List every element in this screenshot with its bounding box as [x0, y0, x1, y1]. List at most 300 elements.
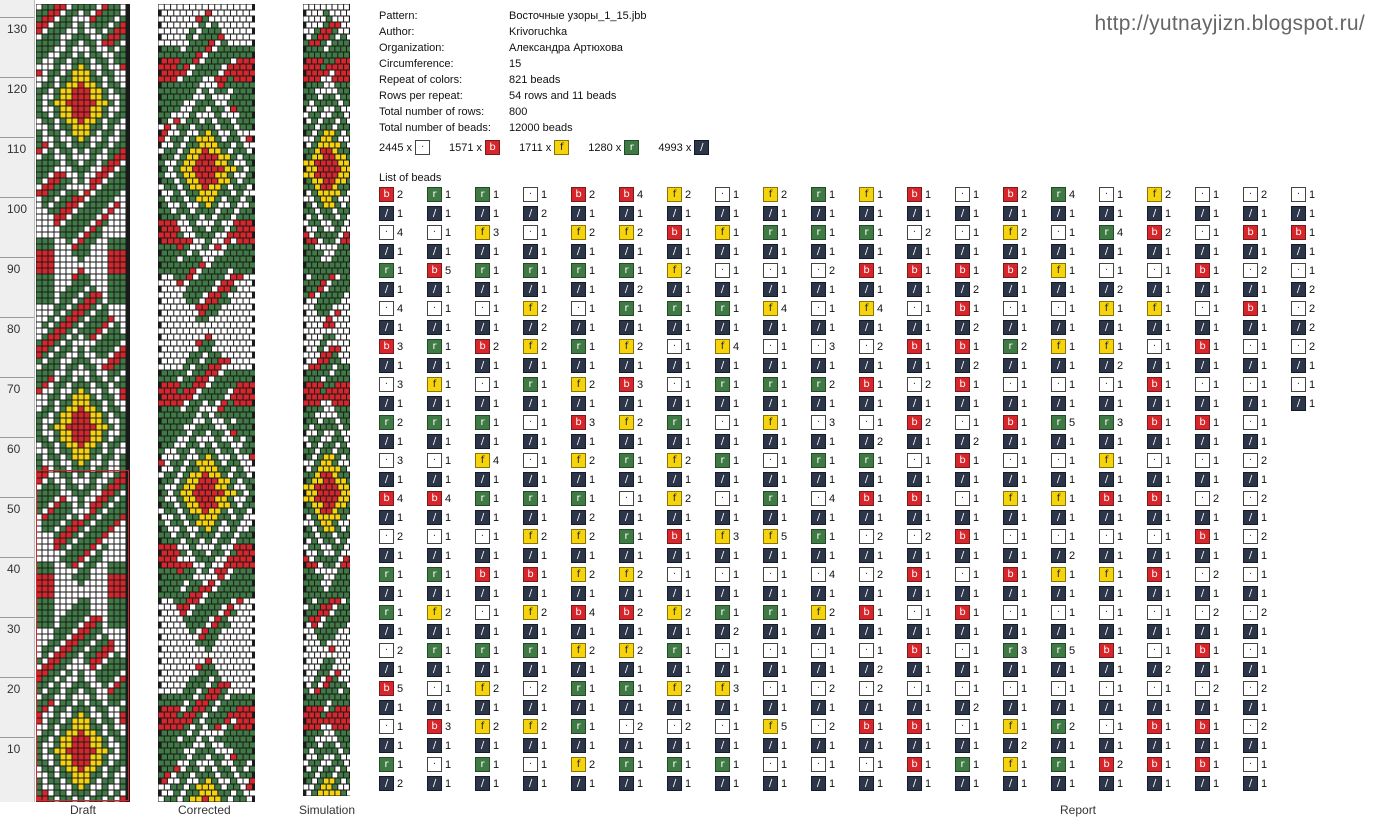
bead-cell — [67, 311, 72, 316]
bead-cell — [97, 455, 102, 460]
bead-cell — [338, 305, 343, 310]
bead-cell — [193, 635, 198, 640]
bead-cell — [306, 71, 311, 76]
bead-cell — [309, 161, 314, 166]
bead-cell — [165, 485, 170, 490]
bead-cell — [215, 437, 220, 442]
bead-cell — [215, 533, 220, 538]
bead-cell — [67, 383, 72, 388]
bead-cell — [165, 521, 170, 526]
bead-cell — [91, 623, 96, 628]
bead-cell — [206, 11, 211, 16]
draft-pattern[interactable] — [36, 4, 130, 802]
bead-cell — [215, 569, 220, 574]
bead-cell — [240, 293, 245, 298]
bead-cell — [177, 701, 182, 706]
bead-cell — [234, 461, 239, 466]
bead-cell — [115, 653, 120, 658]
bead-cell — [341, 191, 346, 196]
bead-cell — [330, 251, 335, 256]
bead-cell — [121, 575, 126, 580]
bead-cell — [121, 215, 126, 220]
bead-cell — [61, 557, 66, 562]
bead-cell — [85, 173, 90, 178]
bead-cell — [73, 659, 78, 664]
bead-cell — [250, 647, 255, 652]
bead-cell — [306, 695, 311, 700]
bead-cell — [222, 29, 227, 34]
bead-cell — [115, 113, 120, 118]
bead-cell — [209, 269, 214, 274]
bead-cell — [49, 191, 54, 196]
bead-cell — [43, 353, 48, 358]
bead-cell — [97, 29, 102, 34]
bead-cell — [67, 95, 72, 100]
bead-cell — [206, 659, 211, 664]
bead-cell — [115, 53, 120, 58]
bead-cell — [222, 629, 227, 634]
bead-cell — [49, 755, 54, 760]
bead-cell — [49, 659, 54, 664]
bead-cell — [196, 641, 201, 646]
bead-cell — [168, 755, 173, 760]
bead-cell — [193, 707, 198, 712]
bead-cell — [121, 347, 126, 352]
bead-cell — [61, 677, 66, 682]
bead-cell — [344, 5, 349, 10]
bead-cell — [335, 479, 340, 484]
bead-cell — [333, 221, 338, 226]
bead-cell — [203, 317, 208, 322]
bead-cell — [190, 701, 195, 706]
bead-cell — [174, 791, 179, 796]
bead-cell — [333, 185, 338, 190]
bead-cell — [55, 377, 60, 382]
bead-cell — [49, 731, 54, 736]
bead-cell — [97, 119, 102, 124]
bead-cell — [37, 305, 42, 310]
bead-cell — [218, 503, 223, 508]
bead-cell — [121, 719, 126, 724]
bead-cell — [73, 773, 78, 778]
bead-cell — [174, 263, 179, 268]
bead-cell — [240, 89, 245, 94]
bead-cell — [231, 23, 236, 28]
bead-cell — [37, 449, 42, 454]
bead-cell — [49, 119, 54, 124]
bead-cell — [55, 611, 60, 616]
bead-cell — [333, 353, 338, 358]
bead-cell — [115, 359, 120, 364]
bead-cell — [37, 281, 42, 286]
bead-cell — [312, 467, 317, 472]
bead-cell — [330, 227, 335, 232]
bead-cell — [49, 377, 54, 382]
bead-cell — [212, 59, 217, 64]
bead-cell — [309, 365, 314, 370]
bead-cell — [234, 125, 239, 130]
bead-cell — [304, 665, 309, 670]
bead-cell — [240, 29, 245, 34]
bead-cell — [341, 479, 346, 484]
bead-cell — [330, 659, 335, 664]
bead-cell — [109, 11, 114, 16]
bead-cell — [37, 77, 42, 82]
bead-cell — [184, 29, 189, 34]
bead-cell — [43, 623, 48, 628]
bead-cell — [209, 101, 214, 106]
bead-cell — [218, 47, 223, 52]
bead-cell — [168, 647, 173, 652]
bead-cell — [184, 173, 189, 178]
bead-cell — [306, 599, 311, 604]
bead-cell — [91, 485, 96, 490]
bead-cell — [73, 5, 78, 10]
bead-cell — [234, 581, 239, 586]
bead-cell — [97, 203, 102, 208]
bead-cell — [228, 209, 233, 214]
bead-cell — [162, 491, 167, 496]
bead-cell — [79, 419, 84, 424]
bead-cell — [335, 239, 340, 244]
bead-cell — [338, 269, 343, 274]
bead-cell — [181, 635, 186, 640]
bead-cell — [222, 461, 227, 466]
bead-cell — [177, 617, 182, 622]
bead-cell — [121, 269, 126, 274]
bead-cell — [199, 551, 204, 556]
bead-cell — [67, 143, 72, 148]
bead-cell — [327, 389, 332, 394]
bead-cell — [203, 737, 208, 742]
bead-cell — [109, 767, 114, 772]
bead-cell — [327, 269, 332, 274]
bead-cell — [55, 65, 60, 70]
bead-cell — [199, 335, 204, 340]
bead-cell — [206, 95, 211, 100]
bead-cell — [61, 239, 66, 244]
bead-cell — [190, 401, 195, 406]
bead-cell — [79, 701, 84, 706]
bead-cell — [43, 389, 48, 394]
bead-cell — [250, 443, 255, 448]
bead-cell — [67, 701, 72, 706]
bead-cell — [237, 227, 242, 232]
bead-cell — [187, 455, 192, 460]
bead-cell — [61, 569, 66, 574]
bead-cell — [344, 257, 349, 262]
bead-cell — [318, 575, 323, 580]
bead-cell — [209, 437, 214, 442]
bead-cell — [240, 473, 245, 478]
bead-cell — [309, 701, 314, 706]
bead-cell — [237, 203, 242, 208]
bead-cell — [79, 317, 84, 322]
bead-cell — [181, 503, 186, 508]
bead-cell — [315, 581, 320, 586]
bead-cell — [247, 41, 252, 46]
bead-cell — [174, 407, 179, 412]
bead-cell — [309, 185, 314, 190]
bead-cell — [330, 167, 335, 172]
bead-cell — [115, 221, 120, 226]
bead-cell — [306, 611, 311, 616]
bead-cell — [240, 173, 245, 178]
bead-cell — [103, 563, 108, 568]
bead-cell — [324, 707, 329, 712]
bead-cell — [335, 431, 340, 436]
bead-cell — [37, 767, 42, 772]
bead-cell — [181, 215, 186, 220]
bead-cell — [79, 113, 84, 118]
bead-cell — [43, 557, 48, 562]
bead-cell — [206, 83, 211, 88]
bead-cell — [97, 131, 102, 136]
bead-cell — [234, 197, 239, 202]
bead-cell — [165, 641, 170, 646]
bead-cell — [61, 287, 66, 292]
bead-cell — [196, 173, 201, 178]
bead-cell — [67, 185, 72, 190]
bead-cell — [240, 545, 245, 550]
bead-cell — [61, 377, 66, 382]
bead-cell — [43, 323, 48, 328]
bead-cell — [115, 467, 120, 472]
bead-cell — [85, 185, 90, 190]
bead-cell — [115, 353, 120, 358]
bead-cell — [338, 641, 343, 646]
bead-cell — [237, 683, 242, 688]
bead-cell — [330, 263, 335, 268]
bead-cell — [181, 731, 186, 736]
bead-cell — [231, 191, 236, 196]
bead-cell — [162, 179, 167, 184]
bead-cell — [309, 353, 314, 358]
bead-cell — [165, 545, 170, 550]
bead-cell — [91, 299, 96, 304]
bead-cell — [97, 95, 102, 100]
bead-cell — [318, 707, 323, 712]
bead-cell — [181, 299, 186, 304]
bead-cell — [55, 83, 60, 88]
bead-cell — [244, 743, 249, 748]
bead-cell — [55, 395, 60, 400]
bead-cell — [55, 575, 60, 580]
bead-cell — [162, 23, 167, 28]
bead-cell — [85, 779, 90, 784]
bead-cell — [335, 635, 340, 640]
bead-cell — [237, 767, 242, 772]
bead-cell — [43, 761, 48, 766]
bead-cell — [237, 551, 242, 556]
bead-cell — [103, 95, 108, 100]
bead-cell — [312, 59, 317, 64]
bead-cell — [49, 335, 54, 340]
bead-cell — [115, 293, 120, 298]
bead-cell — [335, 287, 340, 292]
bead-cell — [43, 665, 48, 670]
bead-cell — [37, 395, 42, 400]
bead-cell — [250, 191, 255, 196]
bead-cell — [344, 53, 349, 58]
bead-cell — [222, 257, 227, 262]
bead-cell — [338, 581, 343, 586]
bead-cell — [196, 761, 201, 766]
bead-cell — [67, 515, 72, 520]
bead-cell — [165, 341, 170, 346]
bead-cell — [212, 263, 217, 268]
bead-cell — [73, 713, 78, 718]
bead-cell — [196, 305, 201, 310]
bead-cell — [231, 35, 236, 40]
bead-cell — [190, 521, 195, 526]
bead-cell — [109, 155, 114, 160]
bead-cell — [79, 725, 84, 730]
bead-cell — [37, 35, 42, 40]
bead-cell — [244, 59, 249, 64]
bead-cell — [231, 779, 236, 784]
bead-cell — [309, 53, 314, 58]
bead-cell — [61, 575, 66, 580]
bead-cell — [181, 755, 186, 760]
bead-cell — [318, 515, 323, 520]
bead-cell — [225, 47, 230, 52]
bead-cell — [222, 485, 227, 490]
bead-cell — [91, 713, 96, 718]
bead-cell — [103, 407, 108, 412]
bead-cell — [85, 713, 90, 718]
bead-cell — [61, 131, 66, 136]
bead-cell — [184, 425, 189, 430]
bead-cell — [338, 41, 343, 46]
bead-cell — [341, 143, 346, 148]
bead-cell — [55, 563, 60, 568]
bead-cell — [228, 689, 233, 694]
bead-cell — [37, 485, 42, 490]
bead-cell — [177, 485, 182, 490]
bead-cell — [184, 77, 189, 82]
bead-cell — [121, 629, 126, 634]
simulation-rope[interactable] — [303, 4, 350, 796]
bead-cell — [109, 119, 114, 124]
bead-cell — [312, 443, 317, 448]
bead-cell — [43, 773, 48, 778]
bead-cell — [55, 215, 60, 220]
bead-cell — [184, 449, 189, 454]
bead-cell — [338, 17, 343, 22]
bead-cell — [168, 47, 173, 52]
bead-cell — [115, 65, 120, 70]
bead-cell — [174, 371, 179, 376]
bead-cell — [121, 167, 126, 172]
bead-cell — [61, 101, 66, 106]
bead-cell — [97, 419, 102, 424]
bead-cell — [184, 785, 189, 790]
bead-cell — [85, 359, 90, 364]
bead-cell — [55, 239, 60, 244]
bead-cell — [181, 695, 186, 700]
bead-cell — [187, 107, 192, 112]
bead-cell — [97, 59, 102, 64]
bead-cell — [37, 443, 42, 448]
bead-cell — [196, 245, 201, 250]
bead-cell — [338, 569, 343, 574]
bead-cell — [79, 731, 84, 736]
bead-cell — [49, 545, 54, 550]
bead-cell — [115, 23, 120, 28]
bead-cell — [231, 623, 236, 628]
bead-cell — [37, 419, 42, 424]
bead-cell — [250, 35, 255, 40]
bead-cell — [171, 221, 176, 226]
bead-cell — [43, 263, 48, 268]
bead-cell — [85, 659, 90, 664]
bead-cell — [212, 71, 217, 76]
bead-cell — [55, 467, 60, 472]
bead-cell — [327, 569, 332, 574]
bead-cell — [181, 647, 186, 652]
bead-cell — [85, 551, 90, 556]
bead-cell — [250, 395, 255, 400]
bead-cell — [333, 101, 338, 106]
bead-cell — [67, 737, 72, 742]
bead-cell — [85, 629, 90, 634]
bead-cell — [324, 119, 329, 124]
bead-cell — [67, 413, 72, 418]
bead-cell — [237, 779, 242, 784]
bead-cell — [103, 581, 108, 586]
bead-cell — [121, 143, 126, 148]
bead-cell — [341, 23, 346, 28]
bead-cell — [338, 497, 343, 502]
bead-cell — [187, 539, 192, 544]
bead-cell — [215, 365, 220, 370]
corrected-pattern[interactable] — [158, 4, 255, 802]
bead-cell — [67, 227, 72, 232]
bead-cell — [347, 515, 350, 520]
bead-cell — [250, 215, 255, 220]
bead-cell — [115, 281, 120, 286]
bead-cell — [321, 389, 326, 394]
bead-cell — [234, 257, 239, 262]
bead-cell — [341, 239, 346, 244]
bead-cell — [91, 455, 96, 460]
bead-cell — [121, 533, 126, 538]
bead-cell — [228, 137, 233, 142]
bead-cell — [115, 755, 120, 760]
bead-cell — [306, 395, 311, 400]
bead-cell — [121, 761, 126, 766]
bead-cell — [218, 227, 223, 232]
bead-cell — [67, 203, 72, 208]
bead-cell — [49, 461, 54, 466]
bead-cell — [85, 461, 90, 466]
bead-cell — [199, 443, 204, 448]
bead-cell — [115, 491, 120, 496]
bead-cell — [67, 557, 72, 562]
bead-cell — [109, 611, 114, 616]
bead-cell — [79, 611, 84, 616]
bead-cell — [321, 281, 326, 286]
bead-cell — [335, 275, 340, 280]
bead-cell — [73, 107, 78, 112]
bead-cell — [347, 275, 350, 280]
bead-cell — [341, 71, 346, 76]
bead-cell — [218, 587, 223, 592]
bead-cell — [97, 239, 102, 244]
bead-cell — [330, 83, 335, 88]
bead-cell — [327, 65, 332, 70]
